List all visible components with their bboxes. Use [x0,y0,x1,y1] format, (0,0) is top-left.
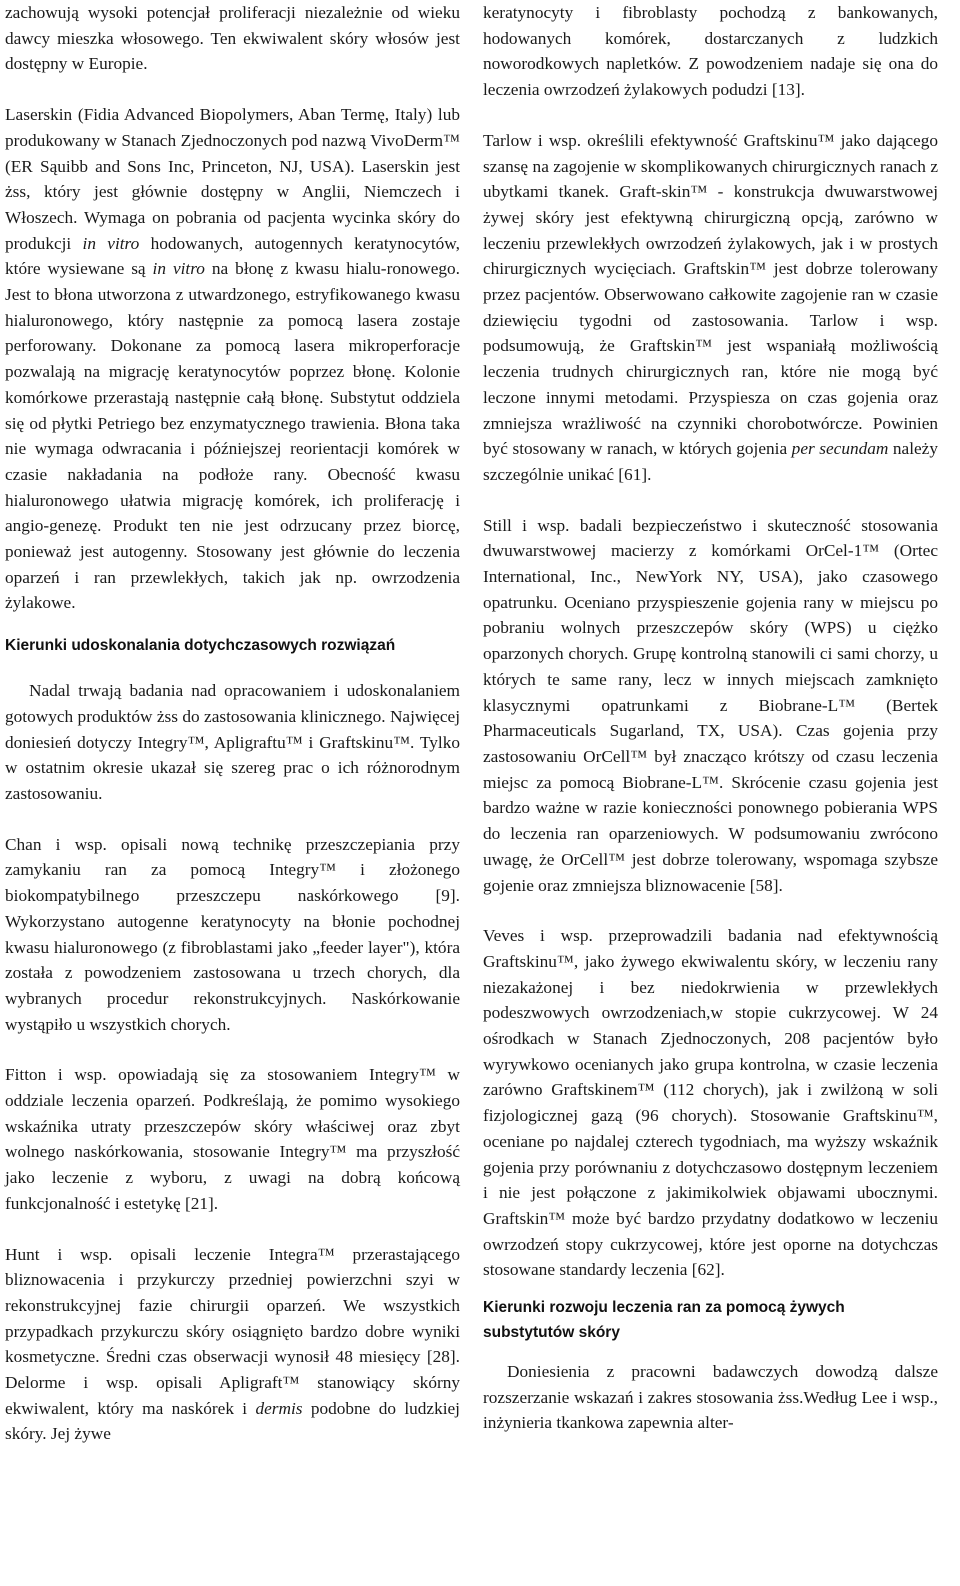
section-heading-improvements: Kierunki udoskonalania dotychczasowych rozwiązań [5,637,396,655]
left-column [5,0,460,1447]
paragraph-still: Still i wsp. badali bezpieczeństwo i skuteczność stosowania dwuwarstwowej macierzy z komórkami OrCel-1™ (Ortec International, Inc., NewYork NY, USA), jako czasowego opatrunku. Oceniano przyspieszenie gojenia rany w miejscu po pobraniu wolnych przeszczepów skóry (WPS) u ciężko oparzonych chorych. Grupę kontrolną stanowili ci sami chorzy, u których te same rany, lecz w innych miejscach zamknięto klasycznymi opatrunkami z Biobrane-L™ (Bertek Pharmaceuticals Sugarland, TX, USA). Czas gojenia przy zastosowaniu OrCell™ był znacząco krótszy od czasu leczenia miejsc za pomocą Biobrane-L™. Skrócenie czasu gojenia jest bardzo ważne w razie konieczności ponownego pobierania WPS do leczenia ran oparzeniowych. W podsumowaniu zwrócono uwagę, że OrCell™ jest dobrze tolerowany, wspomaga szybsze gojenie oraz zmniejsza bliznowacenie [58]. [483,515,938,895]
italic-term: per secundam [791,439,889,459]
text-run: należy szczególnie unikać [61]. [483,439,938,484]
text-run: podobne do ludzkiej skóry. Jej żywe [5,1398,460,1444]
text-run: hodowanych, autogennych keratynocytów, które wysiewane są [5,233,460,279]
paragraph-tarlow [483,128,938,488]
text-run: Laserskin (Fidia Advanced Biopolymers, Aban Termę, Italy) lub produkowany w Stanach Zjednoczonych pod nazwą VivoDerm™ (ER Sąuibb and Sons Inc, Princeton, NJ, USA). Laserskin jest żss, który jest głównie dostępny w Anglii, Niemczech i Włoszech. Wymaga on pobrania od pacjenta wycinka skóry do produkcji [5,105,460,253]
paragraph-fitton: Fitton i wsp. opowiadają się za stosowaniem Integry™ w oddziale leczenia oparzeń. Podkreślają, że pomimo wysokiego wskaźnika utraty przeszczepów skóry właściwej oraz zbyt wolnego naskórkowania, stosowanie Integry™ ma przyszłość jako leczenie z wyboru, z uwagi na dobrą końcową funkcjonalność i estetykę [21]. [5,1065,460,1213]
paragraph-ongoing-research: Nadal trwają badania nad opracowaniem i udoskonalaniem gotowych produktów żss do zastosowania klinicznego. Najwięcej doniesień dotyczy Integry™, Apligraftu™ i Graftskinu™. Tylko w ostatnim okresie ukazał się szereg prac o ich różnorodnym zastosowaniu. [5,681,460,803]
text-run: na błonę z kwasu hialu-ronowego. Jest to błona utworzona z utwardzonego, estryfikowanego kwasu hialuronowego, który następnie za pomocą lasera zostaje perforowany. Dokonane za pomocą lasera mikroperforacje pozwalają na migrację keratynocytów poprzez błonę. Kolonie komórkowe przerastają następnie całą błonę. Substytut oddziela się od płytki Petriego bez enzymatycznego trawienia. Błona taka nie wymaga odwracania i późniejszej reorientacji komórek w czasie nakładania na podłoże rany. Obecność kwasu hialuronowego ułatwia migrację komórek, ich proliferację i angio-genezę. Produkt ten nie jest odrzucany przez biorcę, ponieważ jest autogenny. Stosowany jest głównie do leczenia oparzeń i ran przewlekłych, takich jak np. owrzodzenia żylakowe. [5,259,460,613]
text-run: Tarlow i wsp. określili efektywność Graftskinu™ jako dającego szansę na zagojenie w skomplikowanych chirurgicznych ranach z ubytkami tkanek. Graft-skin™ - konstrukcja dwuwarstwowej żywej skóry jest efektywną chirurgiczną opcją, zarówno w leczeniu przewlekłych owrzodzeń żylakowych, jak i w prostych chirurgicznych wycięciach. Graftskin™ jest dobrze tolerowany przez pacjentów. Obserwowano całkowite zagojenie ran w czasie dziewięciu tygodni od zastosowania. Tarlow i wsp. podsumowują, że Graftskin™ jest wspaniałą możliwością leczenia trudnych chirurgicznych ran, które nie mogą być leczone innymi metodami. Przyspiesza on czas gojenia oraz zmniejsza wrażliwość na czynniki chorobotwórcze. Powinien być stosowany w ranach, w których gojenia [483,130,938,459]
section-heading-living-substitutes: Kierunki rozwoju leczenia ran za pomocą żywych substytutów skóry [483,1299,845,1342]
italic-term: in vitro [152,259,205,279]
paragraph-hair-follicle: zachowują wysoki potencjał proliferacji niezależnie od wieku dawcy mieszka włosowego. Ten ekwiwalent skóry włosów jest dostępny w Europie. [5,3,460,74]
italic-term: dermis [255,1398,303,1418]
paragraph-veves: Veves i wsp. przeprowadzili badania nad efektywnością Graftskinu™, jako żywego ekwiwalentu skóry, w leczeniu rany niezakażonej i bez niedokrwienia w przewlekłych podeszwowych owrzodzeniach,w stopie cukrzycowej. W 24 ośrodkach w Stanach Zjednoczonych, 208 pacjentów było wyrywkowo ocenianych jako grupa kontrolna, w czasie leczenia zarówno Graftskinem™ (112 chorych), jak i zwilżoną w soli fizjologicznej gazą (96 chorych). Stosowanie Graftskinu™, oceniane po najdalej czterech tygodniach, ma wyższy wskaźnik gojenia przy porównaniu z dotychczasowo dostępnym leczeniem i nie jest połączone z jakimikolwiek objawami ubocznymi. Graftskin™ może być bardzo przydatny dodatkowo w leczeniu owrzodzeń stopy cukrzycowej, które jest oporne na dotychczas stosowane standardy leczenia [62]. [483,926,938,1280]
paragraph-chan: Chan i wsp. opisali nową technikę przeszczepiania przy zamykaniu ran za pomocą Integry™ i złożonego biokompatybilnego przeszczepu naskórkowego [9]. Wykorzystano autogenne keratynocyty na błonie pochodnej kwasu hialuronowego (z fibroblastami jako „feeder layer"), która została z powodzeniem zastosowana u trzech chorych, dla wybranych procedur rekonstrukcyjnych. Naskórkowanie wystąpiło u wszystkich chorych. [5,834,460,1034]
right-column [483,0,938,1436]
paragraph-hunt [5,1242,460,1448]
text-run: Hunt i wsp. opisali leczenie Integra™ przerastającego bliznowacenia i przykurczy przedniej powierzchni szyi w rekonstrukcyjnej fazie chirurgii oparzeń. We wszystkich przypadkach przykurczu skóry osiągnięto bardzo dobre wyniki kosmetyczne. Średni czas obserwacji wynosił 48 miesięcy [28]. Delorme i wsp. opisali Apligraft™ stanowiący skórny ekwiwalent, który ma naskórek i [5,1244,460,1418]
paragraph-lee: Doniesienia z pracowni badawczych dowodzą dalsze rozszerzanie wskazań i zakres stosowania żss.Według Lee i wsp., inżynieria tkankowa zapewnia alter- [483,1362,938,1433]
paragraph-keratinocytes: keratynocyty i fibroblasty pochodzą z bankowanych, hodowanych komórek, dostarczanych z ludzkich noworodkowych napletków. Z powodzeniem nadaje się ona do leczenia owrzodzeń żylakowych podudzi [13]. [483,3,938,100]
italic-term: in vitro [82,233,140,253]
paragraph-laserskin [5,102,460,616]
